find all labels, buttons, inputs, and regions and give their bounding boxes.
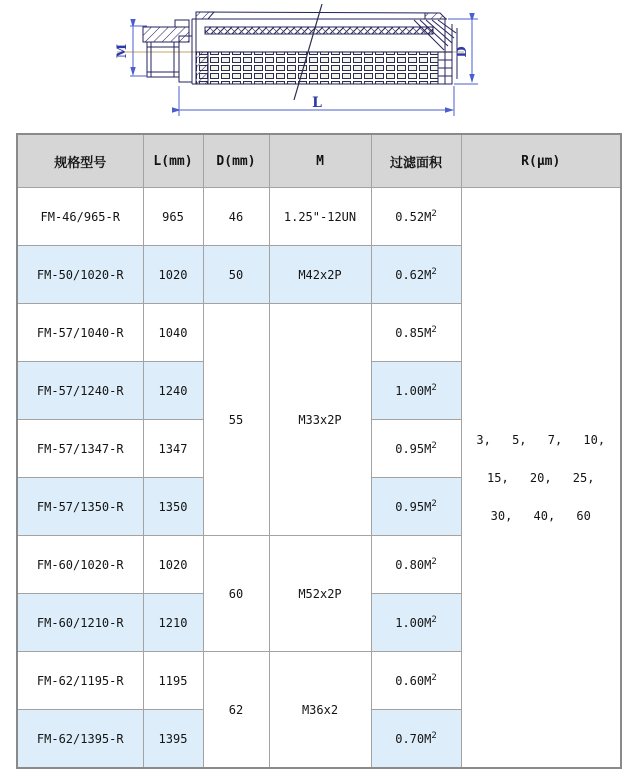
cell-model: FM-50/1020-R (17, 246, 143, 304)
cell-thread-m: M52x2P (269, 536, 371, 652)
superscript: 2 (431, 498, 437, 509)
cell-model: FM-46/965-R (17, 188, 143, 246)
cell-length-mm: 1395 (143, 710, 203, 769)
superscript: 2 (431, 382, 437, 393)
micron-ratings-line: 30, 40, 60 (490, 508, 591, 523)
cell-length-mm: 1040 (143, 304, 203, 362)
superscript: 2 (431, 440, 437, 451)
left-end-fitting (143, 20, 192, 82)
cell-model: FM-57/1240-R (17, 362, 143, 420)
cell-length-mm: 1020 (143, 536, 203, 594)
cell-model: FM-62/1395-R (17, 710, 143, 769)
cell-filter-area: $0.80M^2$ (371, 536, 461, 594)
cell-model: FM-60/1210-R (17, 594, 143, 652)
cell-filter-area: $0.95M^2$ (371, 420, 461, 478)
cell-filter-area: $0.85M^2$ (371, 304, 461, 362)
cell-filter-area: $0.62M^2$ (371, 246, 461, 304)
cell-filter-area: $0.70M^2$ (371, 710, 461, 769)
cell-thread-m: 1.25"-12UN (269, 188, 371, 246)
cell-model: FM-57/1350-R (17, 478, 143, 536)
micron-ratings-line: 15, 20, 25, (487, 470, 595, 485)
spec-table-container (0, 133, 634, 769)
superscript: 2 (431, 614, 437, 625)
cell-diameter-mm: 46 (203, 188, 269, 246)
column-header-diameter-mm: D(mm) (203, 134, 269, 188)
cell-filter-area: $0.60M^2$ (371, 652, 461, 710)
cell-length-mm: 1210 (143, 594, 203, 652)
filter-element-technical-drawing (0, 0, 634, 133)
cell-length-mm: 1195 (143, 652, 203, 710)
cell-diameter-mm: 60 (203, 536, 269, 652)
dim-label-d: D (455, 46, 470, 58)
cell-thread-m: M42x2P (269, 246, 371, 304)
cell-model: FM-60/1020-R (17, 536, 143, 594)
spec-table-body (17, 188, 621, 769)
column-header-filter-area: 过滤面积 (371, 134, 461, 188)
header-row (17, 134, 621, 188)
cell-diameter-mm: 50 (203, 246, 269, 304)
dim-label-m: M (115, 43, 130, 59)
cell-length-mm: 1350 (143, 478, 203, 536)
column-header-model: 规格型号 (17, 134, 143, 188)
spec-table (16, 133, 622, 769)
dim-label-l: L (312, 95, 322, 111)
cell-model: FM-57/1040-R (17, 304, 143, 362)
superscript: 2 (431, 208, 437, 219)
micron-ratings-line: 3, 5, 7, 10, (476, 432, 606, 447)
drawing-svg (0, 0, 634, 133)
column-header-length-mm: L(mm) (143, 134, 203, 188)
cell-micron-ratings (461, 188, 621, 769)
column-header-thread-m: M (269, 134, 371, 188)
cell-model: FM-57/1347-R (17, 420, 143, 478)
column-header-micron-ratings: R(μm) (461, 134, 621, 188)
cell-length-mm: 1020 (143, 246, 203, 304)
cell-thread-m: M33x2P (269, 304, 371, 536)
cell-filter-area: $1.00M^2$ (371, 362, 461, 420)
table-row (17, 188, 621, 246)
cell-length-mm: 1347 (143, 420, 203, 478)
spec-table-header (17, 134, 621, 188)
superscript: 2 (431, 324, 437, 335)
cell-length-mm: 1240 (143, 362, 203, 420)
cell-filter-area: $0.95M^2$ (371, 478, 461, 536)
cell-filter-area: $1.00M^2$ (371, 594, 461, 652)
superscript: 2 (431, 556, 437, 567)
cell-thread-m: M36x2 (269, 652, 371, 769)
cell-diameter-mm: 55 (203, 304, 269, 536)
superscript: 2 (431, 672, 437, 683)
superscript: 2 (431, 266, 437, 277)
superscript: 2 (431, 730, 437, 741)
cell-model: FM-62/1195-R (17, 652, 143, 710)
cell-diameter-mm: 62 (203, 652, 269, 769)
cell-filter-area: $0.52M^2$ (371, 188, 461, 246)
filter-body (192, 12, 457, 84)
cell-length-mm: 965 (143, 188, 203, 246)
